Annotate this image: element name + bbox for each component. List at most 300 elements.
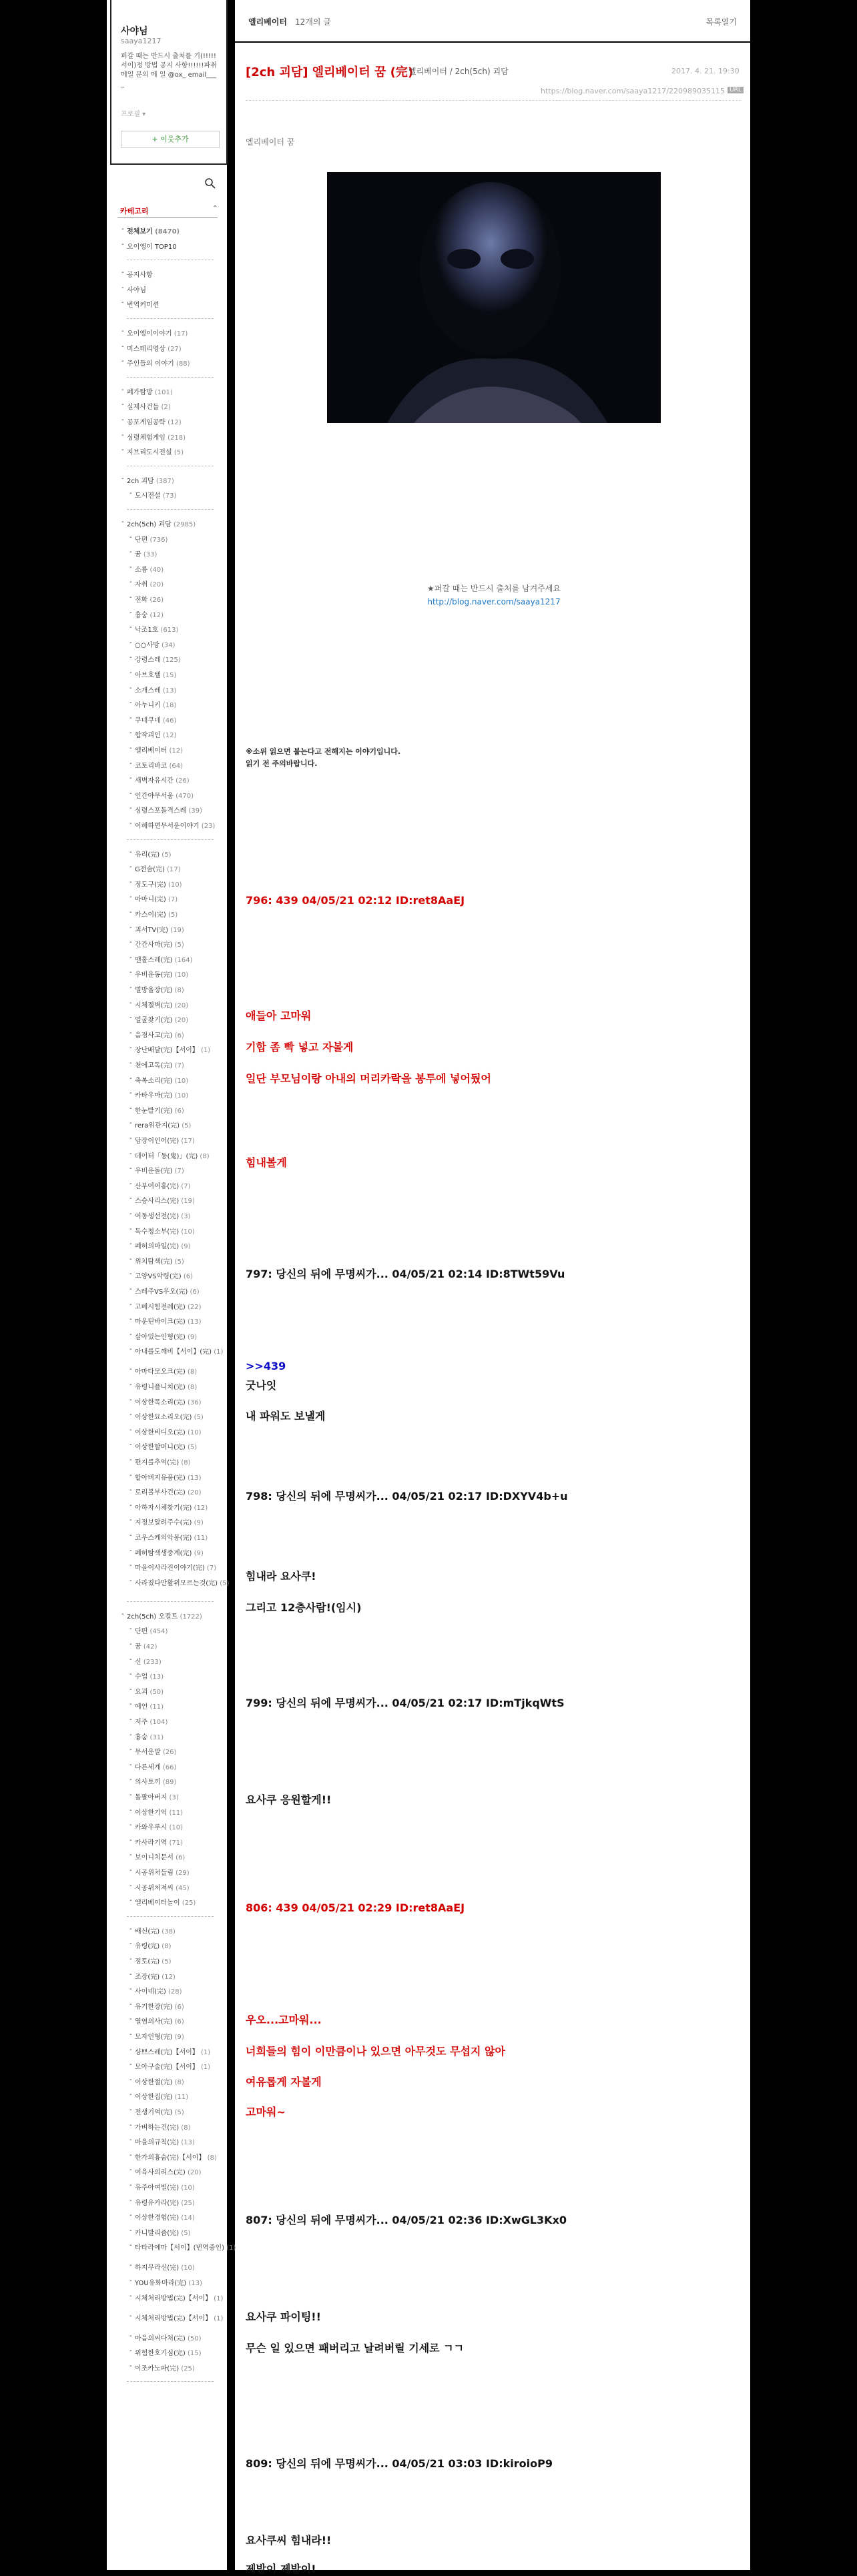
category-label: 담장이인어(完) xyxy=(135,1138,180,1145)
category-item[interactable] xyxy=(135,609,164,619)
category-bullet: ‐ xyxy=(129,714,132,722)
category-label: 소름 xyxy=(135,566,148,574)
category-count: (20) xyxy=(172,1017,189,1025)
category-label: 흉숨 xyxy=(135,611,148,619)
category-item[interactable] xyxy=(135,820,215,830)
warning-line-2: 읽기 전 주의바랍니다. xyxy=(246,759,318,768)
category-label: 산부여여홍(完) xyxy=(135,1182,180,1190)
category-count: (12) xyxy=(160,732,177,740)
category-label: 오이앵이이야기 xyxy=(127,330,172,338)
category-count: (33) xyxy=(141,551,158,559)
category-item[interactable] xyxy=(135,1701,164,1711)
category-bullet: ‐ xyxy=(129,1441,132,1449)
category-item[interactable] xyxy=(135,1532,208,1542)
category-item[interactable] xyxy=(135,939,184,949)
category-item[interactable] xyxy=(135,1472,201,1482)
category-bullet: ‐ xyxy=(129,1456,132,1464)
category-label: 유령니플니치(完) xyxy=(135,1384,186,1391)
category-item[interactable] xyxy=(135,1562,216,1572)
category-count: (73) xyxy=(160,492,177,500)
category-label: 마음의씨다처(完) xyxy=(135,2334,186,2342)
category-bullet: ‐ xyxy=(129,563,132,571)
category-bullet: ‐ xyxy=(129,775,132,783)
category-label: 별방울장(完) xyxy=(135,987,173,994)
category-bullet: ‐ xyxy=(129,608,132,616)
category-item[interactable] xyxy=(127,432,186,442)
category-label: 시공위처져씨 xyxy=(135,1884,174,1892)
category-count: (7) xyxy=(166,896,178,904)
category-item[interactable] xyxy=(135,2001,184,2011)
category-item[interactable] xyxy=(135,2136,195,2146)
category-bullet: ‐ xyxy=(129,2312,132,2320)
category-item[interactable] xyxy=(135,2347,201,2357)
category-item[interactable] xyxy=(135,2312,223,2322)
post-category-path[interactable]: 엘리베이터 / 2ch(5ch) 괴담 xyxy=(408,67,509,76)
category-count: (10) xyxy=(179,2184,195,2192)
category-group-divider xyxy=(127,318,214,319)
category-item[interactable] xyxy=(127,446,184,456)
category-item[interactable] xyxy=(135,564,164,574)
add-neighbor-button[interactable]: + 이웃추가 xyxy=(121,131,220,148)
category-bullet: ‐ xyxy=(129,1731,132,1739)
category-item[interactable] xyxy=(135,893,178,903)
category-item[interactable] xyxy=(135,1044,210,1054)
category-item[interactable] xyxy=(135,984,184,994)
category-item[interactable] xyxy=(135,745,183,755)
category-bullet: ‐ xyxy=(129,1059,132,1067)
category-count: (218) xyxy=(165,434,186,442)
category-item[interactable] xyxy=(127,226,180,236)
category-label: 무서운말 xyxy=(135,1749,161,1757)
post-line: 애들아 고마워 xyxy=(246,1009,312,1022)
category-item[interactable] xyxy=(135,2197,195,2207)
category-bullet: ‐ xyxy=(129,1165,132,1173)
category-item[interactable] xyxy=(135,1014,188,1024)
category-count: (5) xyxy=(160,851,172,859)
category-label: 한눈밭기(完) xyxy=(135,1107,173,1115)
category-bullet: ‐ xyxy=(129,548,132,556)
category-label: 단편 xyxy=(135,1628,148,1636)
category-item[interactable] xyxy=(135,1925,176,1936)
category-label: 이상한기억 xyxy=(135,1809,168,1817)
category-label: 마운틴바이크(完) xyxy=(135,1318,186,1326)
category-item[interactable] xyxy=(135,1577,229,1587)
category-item[interactable] xyxy=(135,2363,195,2373)
category-item[interactable] xyxy=(127,299,159,309)
category-item[interactable] xyxy=(135,490,176,500)
category-item[interactable] xyxy=(127,416,182,426)
category-label: 카니발리즘(完) xyxy=(135,2229,180,2237)
category-bullet: ‐ xyxy=(129,1517,132,1525)
category-bullet: ‐ xyxy=(129,2362,132,2370)
category-item[interactable] xyxy=(135,2106,184,2116)
category-label: 쿠네쿠네 xyxy=(135,717,161,725)
category-item[interactable] xyxy=(135,879,182,889)
category-item[interactable] xyxy=(135,2332,201,2342)
category-item[interactable] xyxy=(135,654,181,664)
category-item[interactable] xyxy=(135,1971,176,1981)
category-item[interactable] xyxy=(135,1940,171,1950)
category-item[interactable] xyxy=(135,1441,197,1451)
category-count: (6) xyxy=(172,1107,184,1115)
category-item[interactable] xyxy=(127,269,153,279)
category-item[interactable] xyxy=(135,969,188,979)
category-bullet: ‐ xyxy=(129,2347,132,2355)
category-bullet: ‐ xyxy=(129,2121,132,2129)
category-count: (8) xyxy=(179,2124,191,2132)
category-bullet: ‐ xyxy=(129,1577,132,1585)
divider xyxy=(246,100,741,101)
post-line: 내 파워도 보낼게 xyxy=(246,1410,326,1422)
category-bullet: ‐ xyxy=(129,1625,132,1633)
category-label: 자취 xyxy=(135,581,148,589)
category-label: 타타라에마【서이】(번역중인) xyxy=(135,2244,225,2252)
category-item[interactable] xyxy=(135,1256,184,1266)
category-bullet: ‐ xyxy=(129,1562,132,1570)
category-item[interactable] xyxy=(127,401,171,411)
category-item[interactable] xyxy=(135,594,164,604)
category-item[interactable] xyxy=(135,2016,184,2026)
category-item[interactable] xyxy=(135,1029,184,1039)
category-item[interactable] xyxy=(135,715,176,725)
category-item[interactable] xyxy=(135,1956,171,1966)
category-item[interactable] xyxy=(135,1456,190,1466)
category-label: 미스테리영상 xyxy=(127,345,166,353)
category-bullet: ‐ xyxy=(121,1610,124,1618)
category-item[interactable] xyxy=(135,1226,195,1236)
category-count: (50) xyxy=(185,2334,202,2342)
category-item[interactable] xyxy=(127,241,177,251)
category-item[interactable] xyxy=(127,386,173,396)
blog-category-title[interactable]: 엘리베이터 xyxy=(248,17,287,27)
category-item[interactable] xyxy=(135,909,178,919)
category-item[interactable] xyxy=(135,1165,184,1175)
category-item[interactable] xyxy=(135,1882,190,1892)
category-item[interactable] xyxy=(135,1776,176,1786)
category-label: 인간야무서움 xyxy=(135,792,174,800)
category-bullet: ‐ xyxy=(129,1867,132,1874)
category-toggle-icon[interactable]: ⌃ xyxy=(212,205,218,212)
category-label: 이해하면무서운이야기 xyxy=(135,823,200,830)
category-item[interactable] xyxy=(135,685,176,695)
category-label: 유령(完) xyxy=(135,1943,160,1951)
category-item[interactable] xyxy=(135,1641,157,1651)
category-bullet: ‐ xyxy=(129,1671,132,1679)
category-label: 정도구(完) xyxy=(135,881,166,889)
category-item[interactable] xyxy=(135,1090,188,1100)
category-count: (5) xyxy=(185,1444,198,1452)
category-item[interactable] xyxy=(135,2166,201,2176)
open-list-button[interactable]: 목록열기 xyxy=(705,17,737,27)
category-item[interactable] xyxy=(135,954,193,964)
category-item[interactable] xyxy=(135,2031,184,2041)
category-label: 예언 xyxy=(135,1703,148,1711)
category-count: (454) xyxy=(148,1628,168,1636)
category-group-divider xyxy=(127,509,214,510)
category-item[interactable] xyxy=(127,1611,202,1621)
category-item[interactable] xyxy=(135,1897,196,1907)
post-line: 힘내볼게 xyxy=(246,1156,287,1169)
category-bullet: ‐ xyxy=(129,1501,132,1509)
category-count: (1) xyxy=(212,2294,224,2302)
post-reply-header: 798: 당신의 뒤에 무명씨가... 04/05/21 02:17 ID:DXYV4b+u xyxy=(246,1490,568,1502)
category-item[interactable] xyxy=(135,1240,190,1250)
category-count: (233) xyxy=(141,1658,162,1666)
category-item[interactable] xyxy=(135,2292,223,2302)
profile-id: saaya1217 xyxy=(121,37,162,45)
category-label: 시체처리방법(完)【서이】 xyxy=(135,2314,212,2322)
category-item[interactable] xyxy=(135,699,176,709)
category-item[interactable] xyxy=(135,1547,204,1557)
category-item[interactable] xyxy=(135,2091,188,2101)
category-item[interactable] xyxy=(135,1411,204,1421)
post-url[interactable]: https://blog.naver.com/saaya1217/220989035115 xyxy=(541,87,726,95)
category-item[interactable] xyxy=(135,669,176,679)
category-item[interactable] xyxy=(135,1502,208,1512)
category-count: (5) xyxy=(172,941,184,949)
category-item[interactable] xyxy=(135,1821,183,1831)
category-item[interactable] xyxy=(135,578,164,588)
category-item[interactable] xyxy=(135,1059,184,1069)
category-count: (10) xyxy=(172,1077,189,1085)
category-label: 꿈 xyxy=(135,551,141,559)
category-count: (13) xyxy=(179,2139,195,2147)
category-item[interactable] xyxy=(135,1346,223,1356)
category-bullet: ‐ xyxy=(129,759,132,767)
category-item[interactable] xyxy=(135,999,188,1009)
category-item[interactable] xyxy=(135,1075,188,1085)
category-item[interactable] xyxy=(135,2182,195,2192)
category-item[interactable] xyxy=(127,328,188,338)
category-bullet: ‐ xyxy=(129,1044,132,1052)
category-item[interactable] xyxy=(135,1135,195,1145)
notice-link[interactable]: http://blog.naver.com/saaya1217 xyxy=(427,597,561,606)
category-item[interactable] xyxy=(127,475,174,485)
category-count: (27) xyxy=(165,345,182,353)
category-count: (20) xyxy=(185,1489,202,1497)
category-item[interactable] xyxy=(135,1791,179,1801)
reply-anchor-link[interactable]: >>439 xyxy=(246,1360,286,1372)
category-item[interactable] xyxy=(135,548,157,558)
category-label: 우비운돌(完) xyxy=(135,1168,173,1176)
category-count: (12) xyxy=(160,1973,176,1981)
category-bullet: ‐ xyxy=(121,284,124,292)
category-item[interactable] xyxy=(135,805,202,815)
post-line: 굿나잇 xyxy=(246,1379,277,1392)
category-label: 아브호텔 xyxy=(135,672,161,679)
category-label: 지정보알려주수(完) xyxy=(135,1519,192,1527)
category-label: 주인들의 이야기 xyxy=(127,360,174,368)
category-label: 마을의규칙(完) xyxy=(135,2139,180,2147)
category-item[interactable] xyxy=(135,1517,204,1527)
category-item[interactable] xyxy=(135,1731,164,1741)
category-bullet: ‐ xyxy=(129,745,132,752)
category-label: 시공위처들림 xyxy=(135,1869,174,1877)
category-bullet: ‐ xyxy=(121,518,124,526)
category-bullet: ‐ xyxy=(121,226,124,233)
category-item[interactable] xyxy=(135,1270,193,1280)
category-bullet: ‐ xyxy=(129,953,132,961)
category-item[interactable] xyxy=(127,343,182,353)
category-item[interactable] xyxy=(135,1286,200,1296)
category-item[interactable] xyxy=(135,1837,183,1847)
category-count: (13) xyxy=(185,1474,202,1482)
category-item[interactable] xyxy=(135,2277,202,2287)
category-count: (1) xyxy=(212,1348,224,1356)
category-bullet: ‐ xyxy=(121,386,124,394)
category-label: 얼굴찾기(完) xyxy=(135,1017,173,1025)
category-item[interactable] xyxy=(135,1656,162,1666)
category-item[interactable] xyxy=(135,1807,183,1817)
category-bullet: ‐ xyxy=(129,2091,132,2099)
category-item[interactable] xyxy=(135,863,181,873)
category-label: 축복소리(完) xyxy=(135,1077,173,1085)
category-item[interactable] xyxy=(135,1746,176,1756)
category-item[interactable] xyxy=(135,1150,210,1160)
category-label: 실제사건들 xyxy=(127,404,160,412)
category-item[interactable] xyxy=(135,775,190,785)
category-item[interactable] xyxy=(135,1986,182,1996)
category-label: 2ch 괴담 xyxy=(127,477,154,485)
category-bullet: ‐ xyxy=(129,2277,132,2284)
category-count: (26) xyxy=(173,777,190,785)
category-label: 유주아여빌(完) xyxy=(135,2184,180,2192)
category-item[interactable] xyxy=(135,2122,190,2132)
category-item[interactable] xyxy=(135,2152,217,2162)
category-item[interactable] xyxy=(135,1105,184,1115)
category-item[interactable] xyxy=(135,790,194,800)
category-count: (2985) xyxy=(171,521,196,528)
category-label: 여동생선전(完) xyxy=(135,1213,180,1220)
category-item[interactable] xyxy=(135,2076,184,2086)
category-count: (10) xyxy=(172,1092,189,1100)
warning-text xyxy=(246,746,400,770)
category-item[interactable] xyxy=(135,1331,197,1341)
category-item[interactable] xyxy=(135,534,168,544)
category-item[interactable] xyxy=(135,1396,201,1406)
category-item[interactable] xyxy=(135,1851,185,1861)
search-icon[interactable] xyxy=(204,177,216,189)
category-label: ○○사망 xyxy=(135,641,160,649)
category-item[interactable] xyxy=(127,518,196,528)
category-bullet: ‐ xyxy=(129,923,132,931)
category-item[interactable] xyxy=(127,358,190,368)
category-count: (470) xyxy=(173,792,194,800)
category-item[interactable] xyxy=(135,2212,195,2222)
category-item[interactable] xyxy=(135,1120,191,1130)
category-item[interactable] xyxy=(135,1867,190,1877)
category-bullet: ‐ xyxy=(129,1074,132,1082)
category-item[interactable] xyxy=(135,1716,168,1726)
category-label: 폐허의마일(完) xyxy=(135,1243,180,1251)
category-item[interactable] xyxy=(135,1316,201,1326)
category-item[interactable] xyxy=(135,1180,190,1190)
category-item[interactable] xyxy=(135,1486,201,1496)
category-label: 저주 xyxy=(135,1719,148,1726)
category-bullet: ‐ xyxy=(129,805,132,813)
category-item[interactable] xyxy=(135,2061,210,2071)
category-header[interactable]: 카테고리 xyxy=(120,207,149,216)
category-count: (18) xyxy=(160,702,177,710)
category-bullet: ‐ xyxy=(129,1776,132,1784)
category-item[interactable] xyxy=(135,849,171,859)
category-bullet: ‐ xyxy=(129,863,132,871)
category-count: (10) xyxy=(179,2264,195,2272)
category-item[interactable] xyxy=(135,1671,164,1681)
post-line: 너희들의 힘이 이만큼이나 있으면 아무것도 무섭지 않아 xyxy=(246,2045,505,2058)
category-item[interactable] xyxy=(135,1381,197,1391)
category-bullet: ‐ xyxy=(129,1346,132,1354)
profile-more-link[interactable]: 프로필 ▾ xyxy=(121,111,146,118)
category-label: 유리(完) xyxy=(135,851,160,859)
copy-url-button[interactable]: URL xyxy=(728,87,744,93)
category-label: 모아구술(完)【서이】 xyxy=(135,2064,199,2072)
category-label: 스승사리스(完) xyxy=(135,1198,180,1206)
category-item[interactable] xyxy=(127,284,146,294)
category-label: G전술(完) xyxy=(135,866,165,874)
category-count: (6) xyxy=(181,1273,193,1281)
post-line: 우오...고마워... xyxy=(246,2014,322,2026)
category-count: (8) xyxy=(185,1384,198,1391)
category-bullet: ‐ xyxy=(121,299,124,307)
category-count: (1) xyxy=(198,2064,211,2072)
category-item[interactable] xyxy=(135,2046,210,2056)
category-label: 지브리도시전설 xyxy=(127,449,172,457)
category-item[interactable] xyxy=(135,1686,164,1696)
category-item[interactable] xyxy=(135,760,183,770)
category-bullet: ‐ xyxy=(129,969,132,977)
category-count: (9) xyxy=(192,1549,204,1557)
category-bullet: ‐ xyxy=(129,1655,132,1663)
category-item[interactable] xyxy=(135,2262,195,2272)
category-item[interactable] xyxy=(135,1625,168,1635)
category-label: 이조카노파(完) xyxy=(135,2365,180,2373)
category-bullet: ‐ xyxy=(129,1135,132,1142)
category-count: (1) xyxy=(224,2244,236,2252)
category-item[interactable] xyxy=(135,1761,176,1771)
category-item[interactable] xyxy=(135,729,176,739)
category-item[interactable] xyxy=(135,1366,197,1376)
category-item[interactable] xyxy=(135,639,176,649)
category-item[interactable] xyxy=(135,924,184,934)
category-count: (25) xyxy=(179,2365,195,2373)
category-count: (13) xyxy=(148,1673,164,1681)
category-count: (42) xyxy=(141,1643,158,1651)
category-item[interactable] xyxy=(135,2227,190,2237)
category-count: (736) xyxy=(148,536,168,544)
category-label: 단편 xyxy=(135,536,148,544)
category-item[interactable] xyxy=(135,624,178,634)
category-bullet: ‐ xyxy=(121,269,124,277)
category-item[interactable] xyxy=(135,2242,236,2252)
category-count: (19) xyxy=(179,1198,195,1206)
category-count: (8) xyxy=(179,1459,191,1466)
category-item[interactable] xyxy=(135,1426,201,1436)
category-count: (8) xyxy=(205,2154,217,2162)
category-count: (5) xyxy=(172,449,184,457)
category-item[interactable] xyxy=(135,1195,195,1205)
category-item[interactable] xyxy=(135,1210,190,1220)
post-line: 제발이 제발이! xyxy=(246,2563,316,2575)
category-count: (9) xyxy=(192,1519,204,1527)
category-count: (11) xyxy=(192,1535,208,1542)
category-count: (20) xyxy=(172,1001,189,1009)
category-bullet: ‐ xyxy=(129,820,132,827)
category-bullet: ‐ xyxy=(129,2106,132,2114)
category-bullet: ‐ xyxy=(121,358,124,366)
category-count: (23) xyxy=(199,823,216,830)
category-item[interactable] xyxy=(135,1301,201,1311)
